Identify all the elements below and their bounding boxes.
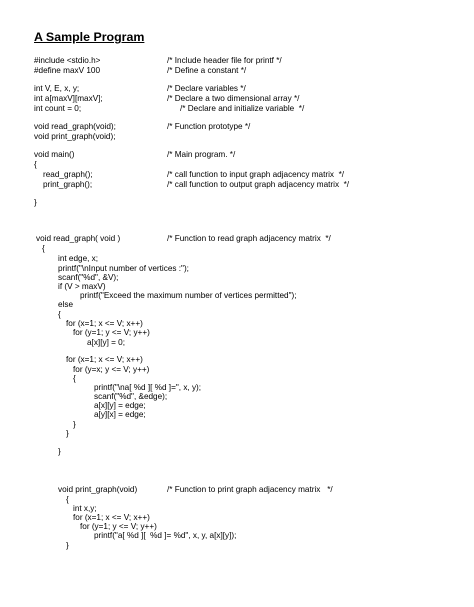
comment-declare-vars: /* Declare variables */ — [167, 84, 246, 93]
code-line-print-close: } — [66, 541, 69, 550]
code-line-main-close: } — [34, 198, 37, 207]
code-line-else: else — [58, 300, 74, 309]
code-line-for-y-2: for (y=x; y <= V; y++) — [73, 365, 150, 374]
comment-call-read: /* call function to input graph adjacency matrix */ — [167, 170, 345, 179]
code-line-scanf-v: scanf("%d", &V); — [58, 273, 119, 282]
comment-read-graph: /* Function to read graph adjacency matrix */ — [167, 234, 331, 243]
code-line-call-read: read_graph(); — [43, 170, 93, 179]
code-line-for-x-2: for (x=1; x <= V; x++) — [66, 355, 143, 364]
code-line-printf-input: printf("\nInput number of vertices :"); — [58, 264, 189, 273]
comment-include: /* Include header file for printf */ — [167, 56, 282, 65]
code-line-int-xy: int x,y; — [73, 504, 97, 513]
code-line-proto-print: void print_graph(void); — [34, 132, 116, 141]
code-line-print-graph-def: void print_graph(void) — [58, 485, 138, 494]
code-line-declare-vars: int V, E, x, y; — [34, 84, 80, 93]
code-line-include: #include <stdio.h> — [34, 56, 101, 65]
comment-print-graph: /* Function to print graph adjacency matrix */ — [167, 485, 333, 494]
code-line-else-close: } — [66, 429, 69, 438]
code-line-scanf-edge: scanf("%d", &edge); — [94, 392, 168, 401]
code-line-for-y-1: for (y=1; y <= V; y++) — [73, 328, 150, 337]
code-line-proto-read: void read_graph(void); — [34, 122, 116, 131]
code-line-for-x-1: for (x=1; x <= V; x++) — [66, 319, 143, 328]
code-line-inner-open: { — [73, 374, 76, 383]
code-line-define: #define maxV 100 — [34, 66, 100, 75]
code-line-else-open: { — [58, 310, 61, 319]
comment-proto: /* Function prototype */ — [167, 122, 251, 131]
code-line-printf-matrix: printf("a[ %d ][ %d ]= %d", x, y, a[x][y]); — [94, 531, 237, 540]
code-line-int-edge: int edge, x; — [58, 254, 99, 263]
code-line-assign-xy: a[x][y] = edge; — [94, 401, 146, 410]
comment-main: /* Main program. */ — [167, 150, 236, 159]
code-line-inner-close: } — [73, 420, 76, 429]
comment-call-print: /* call function to output graph adjacency matrix */ — [167, 180, 350, 189]
code-line-read-graph-def: void read_graph( void ) — [36, 234, 121, 243]
code-line-main: void main() — [34, 150, 75, 159]
comment-define: /* Define a constant */ — [167, 66, 247, 75]
comment-count: /* Declare and initialize variable */ — [180, 104, 305, 113]
code-line-read-open: { — [42, 244, 45, 253]
code-line-if-maxv: if (V > maxV) — [58, 282, 106, 291]
page-title: A Sample Program — [34, 30, 145, 44]
code-line-printf-exceed: printf("Exceed the maximum number of vertices permitted"); — [80, 291, 297, 300]
code-line-print-for-y: for (y=1; y <= V; y++) — [80, 522, 157, 531]
code-line-printf-element: printf("\na[ %d ][ %d ]=", x, y); — [94, 383, 202, 392]
code-line-count: int count = 0; — [34, 104, 82, 113]
code-line-print-for-x: for (x=1; x <= V; x++) — [73, 513, 150, 522]
code-line-assign-yx: a[y][x] = edge; — [94, 410, 146, 419]
code-line-read-close: } — [58, 447, 61, 456]
code-line-call-print: print_graph(); — [43, 180, 93, 189]
code-line-main-open: { — [34, 160, 37, 169]
comment-declare-array: /* Declare a two dimensional array */ — [167, 94, 300, 103]
code-line-print-open: { — [66, 495, 69, 504]
code-line-assign-zero: a[x][y] = 0; — [87, 338, 125, 347]
code-line-declare-array: int a[maxV][maxV]; — [34, 94, 103, 103]
